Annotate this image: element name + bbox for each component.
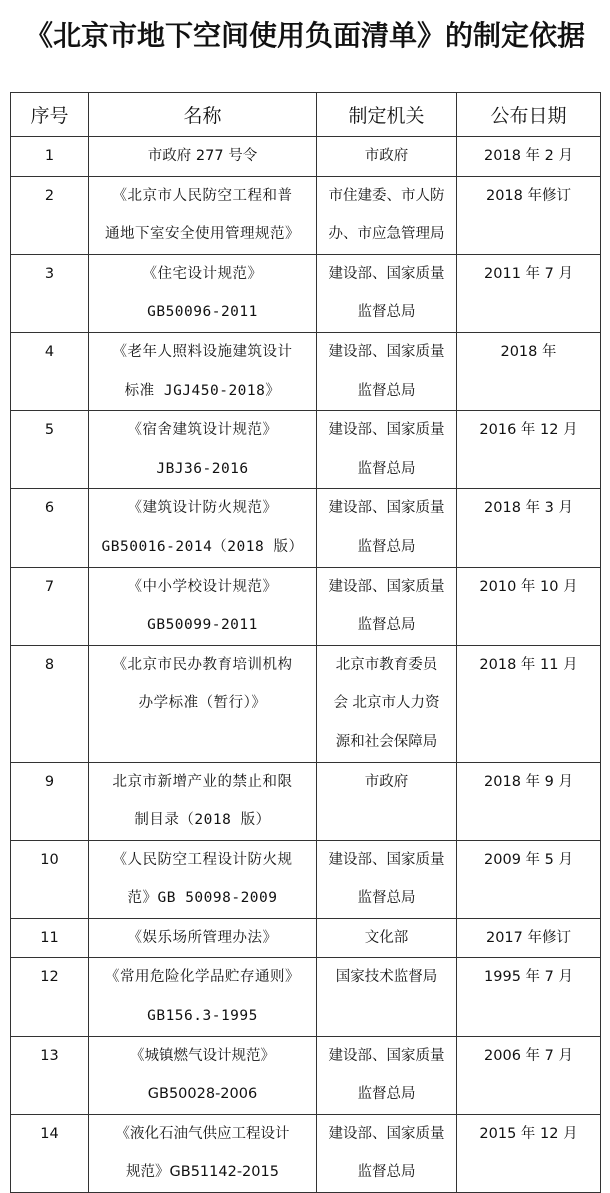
regulation-name [89,918,317,958]
issuing-authority-line: 监督总局 [357,538,416,555]
regulation-name-line: 制目录（2018 版） [134,812,271,829]
regulation-name-line: 通地下室安全使用管理规范》 [105,226,300,243]
publish-date: 2018 年 2 月 [457,137,601,177]
row-number: 13 [11,1036,89,1114]
issuing-authority-line: 监督总局 [357,382,416,399]
publish-date: 2017 年修订 [457,918,601,958]
issuing-authority [317,762,457,840]
issuing-authority [317,1114,457,1192]
issuing-authority-line: 建设部、国家质量 [328,578,445,595]
table-body [11,137,601,1193]
row-number: 10 [11,840,89,918]
publish-date: 2010 年 10 月 [457,567,601,645]
table-row [11,254,601,332]
issuing-authority-line: 监督总局 [357,1164,416,1181]
row-number: 11 [11,918,89,958]
header-no: 序号 [11,93,89,137]
regulation-name [89,762,317,840]
row-number: 9 [11,762,89,840]
issuing-authority-line: 建设部、国家质量 [328,1047,445,1064]
table-row [11,645,601,762]
issuing-authority-line: 北京市教育委员 [335,656,438,673]
regulation-name-line: 《老年人照料设施建筑设计 [112,343,293,360]
row-number: 12 [11,958,89,1036]
table-row [11,411,601,489]
issuing-authority-line: 建设部、国家质量 [328,1125,445,1142]
regulation-name-line: 《娱乐场所管理办法》 [127,929,278,946]
issuing-authority [317,645,457,762]
regulation-name [89,840,317,918]
table-row [11,1036,601,1114]
publish-date: 2018 年 11 月 [457,645,601,762]
issuing-authority [317,332,457,410]
issuing-authority [317,958,457,1036]
regulation-name-line: 办学标准（暂行）》 [138,695,267,712]
issuing-authority-line: 监督总局 [357,890,416,907]
issuing-authority [317,1036,457,1114]
regulation-name-line: 《液化石油气供应工程设计 [115,1125,290,1142]
table-row [11,958,601,1036]
regulation-name-line: GB50016-2014（2018 版） [101,538,304,555]
regulation-name [89,1036,317,1114]
regulation-name-line: 《人民防空工程设计防火规 [112,851,293,868]
regulation-name-line: 《宿舍建筑设计规范》 [127,422,278,439]
issuing-authority-line: 监督总局 [357,1086,416,1103]
table-row [11,1114,601,1192]
issuing-authority-line: 监督总局 [357,304,416,321]
row-number: 2 [11,176,89,254]
publish-date: 1995 年 7 月 [457,958,601,1036]
issuing-authority [317,411,457,489]
regulation-name [89,137,317,177]
table-row [11,137,601,177]
regulation-name-line: 标准 JGJ450-2018》 [124,382,281,399]
regulation-name-line: 《中小学校设计规范》 [127,578,278,595]
regulation-name-line: JBJ36-2016 [156,460,249,477]
publish-date: 2015 年 12 月 [457,1114,601,1192]
issuing-authority [317,489,457,567]
issuing-authority [317,840,457,918]
header-name: 名称 [89,93,317,137]
regulation-name-line: 《北京市民办教育培训机构 [112,656,293,673]
table-row [11,762,601,840]
regulation-name-line: 范》GB 50098-2009 [127,890,278,907]
regulation-name [89,254,317,332]
regulation-name-line: 《建筑设计防火规范》 [127,500,278,517]
regulation-name [89,567,317,645]
regulation-name-line: GB50028-2006 [147,1086,258,1103]
issuing-authority-line: 市政府 [364,773,409,790]
row-number: 14 [11,1114,89,1192]
issuing-authority-line: 市住建委、市人防 [328,187,445,204]
regulation-name [89,176,317,254]
regulation-name-line: 《城镇燃气设计规范》 [130,1047,275,1064]
regulation-name-line: 市政府 277 号令 [147,148,258,164]
publish-date: 2018 年 3 月 [457,489,601,567]
issuing-authority [317,254,457,332]
table-row [11,567,601,645]
regulation-name-line: 北京市新增产业的禁止和限 [112,773,293,790]
regulation-name [89,645,317,762]
regulation-name [89,958,317,1036]
issuing-authority-line: 办、市应急管理局 [328,226,445,243]
table-row [11,332,601,410]
regulation-name-line: 《住宅设计规范》 [142,265,263,282]
issuing-authority-line: 国家技术监督局 [335,969,438,986]
issuing-authority-line: 会 北京市人力资 [333,695,440,712]
issuing-authority [317,176,457,254]
issuing-authority-line: 建设部、国家质量 [328,265,445,282]
row-number: 5 [11,411,89,489]
row-number: 3 [11,254,89,332]
regulation-name-line: 规范》GB51142-2015 [126,1164,279,1181]
header-org: 制定机关 [317,93,457,137]
row-number: 6 [11,489,89,567]
row-number: 4 [11,332,89,410]
table-row [11,840,601,918]
issuing-authority [317,137,457,177]
issuing-authority-line: 建设部、国家质量 [328,343,445,360]
issuing-authority [317,918,457,958]
regulation-name-line: GB156.3-1995 [147,1008,258,1025]
issuing-authority-line: 监督总局 [357,617,416,634]
regulation-name [89,489,317,567]
regulation-name [89,332,317,410]
regulation-name-line: GB50099-2011 [147,617,258,634]
publish-date: 2018 年修订 [457,176,601,254]
issuing-authority-line: 市政府 [364,148,409,164]
publish-date: 2016 年 12 月 [457,411,601,489]
header-date: 公布日期 [457,93,601,137]
page-title: 《北京市地下空间使用负面清单》的制定依据 [24,19,585,52]
issuing-authority-line: 监督总局 [357,460,416,477]
issuing-authority-line: 源和社会保障局 [335,733,438,750]
table-row [11,489,601,567]
issuing-authority-line: 建设部、国家质量 [328,851,445,868]
regulation-table [10,92,601,1193]
publish-date: 2009 年 5 月 [457,840,601,918]
regulation-name-line: GB50096-2011 [147,304,258,321]
regulation-name [89,411,317,489]
row-number: 7 [11,567,89,645]
publish-date: 2018 年 9 月 [457,762,601,840]
issuing-authority-line: 建设部、国家质量 [328,500,445,517]
publish-date: 2011 年 7 月 [457,254,601,332]
row-number: 8 [11,645,89,762]
publish-date: 2006 年 7 月 [457,1036,601,1114]
table-row [11,176,601,254]
issuing-authority-line: 文化部 [364,929,409,946]
publish-date: 2018 年 [457,332,601,410]
issuing-authority [317,567,457,645]
regulation-name [89,1114,317,1192]
regulation-name-line: 《常用危险化学品贮存通则》 [105,969,300,986]
regulation-name-line: 《北京市人民防空工程和普 [112,187,293,204]
row-number: 1 [11,137,89,177]
issuing-authority-line: 建设部、国家质量 [328,422,445,439]
table-row [11,918,601,958]
table-header-row [11,93,601,137]
